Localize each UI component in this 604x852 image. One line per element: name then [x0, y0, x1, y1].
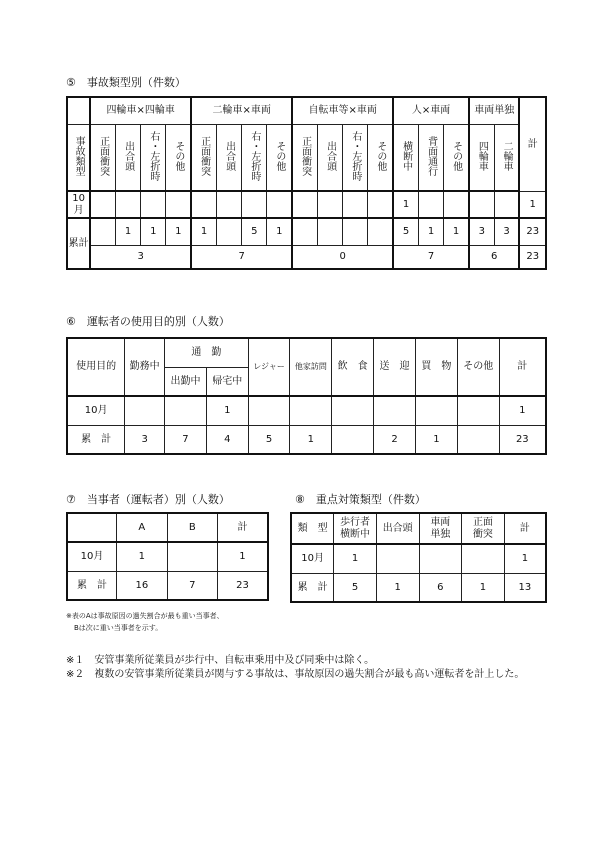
row-label: 累計: [67, 218, 90, 269]
cell: 1: [166, 218, 191, 245]
section8-title: ⑧ 重点対策類型（件数）: [295, 493, 426, 506]
cell: 1: [415, 425, 457, 454]
cell: [419, 544, 462, 573]
cell: 1: [334, 544, 377, 573]
crossing-header: 出合頭: [376, 513, 419, 544]
cell: 5: [393, 218, 418, 245]
cell: [415, 396, 457, 425]
party-note-line1: ※表のAは事故原因の過失割合が最も重い当事者、: [66, 612, 224, 620]
cell: 3: [125, 425, 165, 454]
to-work-header: 出勤中: [165, 367, 207, 396]
total-cell: 1: [217, 542, 268, 571]
total-header: 計: [519, 97, 546, 191]
sub-header: 二輪車: [494, 124, 519, 191]
cell: [317, 191, 342, 218]
corner-cell: [67, 97, 90, 124]
work-header: 勤務中: [125, 338, 165, 396]
cell: 1: [444, 218, 469, 245]
party-note-line2: Bは次に重い当事者を示す。: [74, 624, 163, 632]
sub-header: その他: [267, 124, 292, 191]
sub-header: その他: [166, 124, 191, 191]
single-vehicle-header: 車両 単独: [419, 513, 462, 544]
cell: [290, 396, 332, 425]
cell: [374, 396, 416, 425]
cell: [469, 191, 494, 218]
sub-header: 正面衝突: [292, 124, 317, 191]
sub-header: 四輪車: [469, 124, 494, 191]
sub-header: 出合頭: [115, 124, 140, 191]
cell: 1: [141, 218, 166, 245]
cell: 1: [206, 396, 248, 425]
cell: [494, 191, 519, 218]
sub-header: その他: [368, 124, 393, 191]
party-table: [66, 512, 269, 601]
cell: [343, 191, 368, 218]
cell: [457, 425, 499, 454]
cell: 1: [393, 191, 418, 218]
total-header: 計: [217, 513, 268, 542]
head-on-header: 正面 衝突: [462, 513, 505, 544]
group-total: 3: [90, 245, 191, 269]
type-header: 類 型: [291, 513, 334, 544]
ped-header: 歩行者 横断中: [334, 513, 377, 544]
group-total: 6: [469, 245, 520, 269]
cell: 5: [334, 573, 377, 602]
shopping-header: 買 物: [415, 338, 457, 396]
row-head-label: 事故類型: [67, 124, 90, 191]
cell: [90, 191, 115, 218]
cell: [167, 542, 217, 571]
cell: [317, 218, 342, 245]
cell: 4: [206, 425, 248, 454]
to-home-header: 帰宅中: [206, 367, 248, 396]
col-header-b: B: [167, 513, 217, 542]
footnote-2: ※２ 複数の安管事業所従業員が関与する事故は、事故原因の過失割合が最も高い運転者を計上した。: [66, 669, 525, 680]
cell: 16: [117, 571, 167, 600]
commute-header: 通 勤: [165, 338, 249, 367]
cell: [242, 191, 267, 218]
sub-header: 出合頭: [216, 124, 241, 191]
total-cell: 13: [504, 573, 546, 602]
cell: 1: [115, 218, 140, 245]
cell: [165, 396, 207, 425]
pickup-header: 送 迎: [374, 338, 416, 396]
section7-title: ⑦ 当事者（運転者）別（人数）: [66, 493, 230, 506]
cell: 1: [267, 218, 292, 245]
total-header: 計: [504, 513, 546, 544]
accident-type-table: [66, 96, 547, 270]
cell: 5: [242, 218, 267, 245]
group-total: 7: [191, 245, 292, 269]
cell: 7: [165, 425, 207, 454]
footnote-1: ※１ 安管事業所従業員が歩行中、自転車乗用中及び同乗中は除く。: [66, 655, 375, 666]
group-header: 四輪車×四輪車: [90, 97, 191, 124]
cell: [343, 218, 368, 245]
sub-header: 正面衝突: [191, 124, 216, 191]
sub-header: 右・左折時: [343, 124, 368, 191]
col-header-a: A: [117, 513, 167, 542]
other-header: その他: [457, 338, 499, 396]
cell: 5: [248, 425, 290, 454]
total-header: 計: [499, 338, 546, 396]
cell: 3: [469, 218, 494, 245]
group-header: 車両単独: [469, 97, 520, 124]
sub-header: 横断中: [393, 124, 418, 191]
sub-header: 出合頭: [317, 124, 342, 191]
food-header: 飲 食: [332, 338, 374, 396]
cell: [376, 544, 419, 573]
cell: 1: [418, 218, 443, 245]
row-label: 10月: [67, 396, 125, 425]
sub-header: その他: [444, 124, 469, 191]
section5-title: ⑤ 事故類型別（件数）: [66, 76, 186, 89]
total-cell: 23: [519, 245, 546, 269]
group-header: 二輪車×車両: [191, 97, 292, 124]
cell: [332, 425, 374, 454]
total-cell: 23: [499, 425, 546, 454]
row-label: 10月: [67, 191, 90, 218]
cell: 7: [167, 571, 217, 600]
cell: [267, 191, 292, 218]
row-label: 10月: [67, 542, 117, 571]
cell: [125, 396, 165, 425]
group-header: 人×車両: [393, 97, 469, 124]
cell: 1: [191, 218, 216, 245]
corner-cell: [67, 513, 117, 542]
cell: [457, 396, 499, 425]
group-total: 0: [292, 245, 393, 269]
cell: [166, 191, 191, 218]
cell: [216, 218, 241, 245]
group-total: 7: [393, 245, 469, 269]
cell: [368, 218, 393, 245]
cell: 1: [290, 425, 332, 454]
sub-header: 右・左折時: [242, 124, 267, 191]
usage-purpose-table: [66, 337, 547, 455]
total-cell: 1: [504, 544, 546, 573]
total-cell: 23: [217, 571, 268, 600]
cell: [292, 218, 317, 245]
cell: [90, 218, 115, 245]
visit-header: 他家訪問: [290, 338, 332, 396]
cell: [216, 191, 241, 218]
total-cell: 1: [499, 396, 546, 425]
purpose-header: 使用目的: [67, 338, 125, 396]
sub-header: 背面通行: [418, 124, 443, 191]
total-cell: 1: [519, 191, 546, 218]
section6-title: ⑥ 運転者の使用目的別（人数）: [66, 315, 230, 328]
cell: 3: [494, 218, 519, 245]
cell: 1: [376, 573, 419, 602]
cell: [418, 191, 443, 218]
cell: 1: [117, 542, 167, 571]
cell: 1: [462, 573, 505, 602]
cell: [248, 396, 290, 425]
cell: [115, 191, 140, 218]
cell: [292, 191, 317, 218]
group-header: 自転車等×車両: [292, 97, 393, 124]
cell: [444, 191, 469, 218]
row-label: 累 計: [67, 425, 125, 454]
cell: 2: [374, 425, 416, 454]
row-label: 累 計: [291, 573, 334, 602]
leisure-header: レジャー: [248, 338, 290, 396]
cell: [332, 396, 374, 425]
total-cell: 23: [519, 218, 546, 245]
cell: [462, 544, 505, 573]
sub-header: 正面衝突: [90, 124, 115, 191]
cell: 6: [419, 573, 462, 602]
priority-type-table: [290, 512, 547, 603]
cell: [191, 191, 216, 218]
row-label: 10月: [291, 544, 334, 573]
sub-header: 右・左折時: [141, 124, 166, 191]
cell: [368, 191, 393, 218]
row-label: 累 計: [67, 571, 117, 600]
cell: [141, 191, 166, 218]
